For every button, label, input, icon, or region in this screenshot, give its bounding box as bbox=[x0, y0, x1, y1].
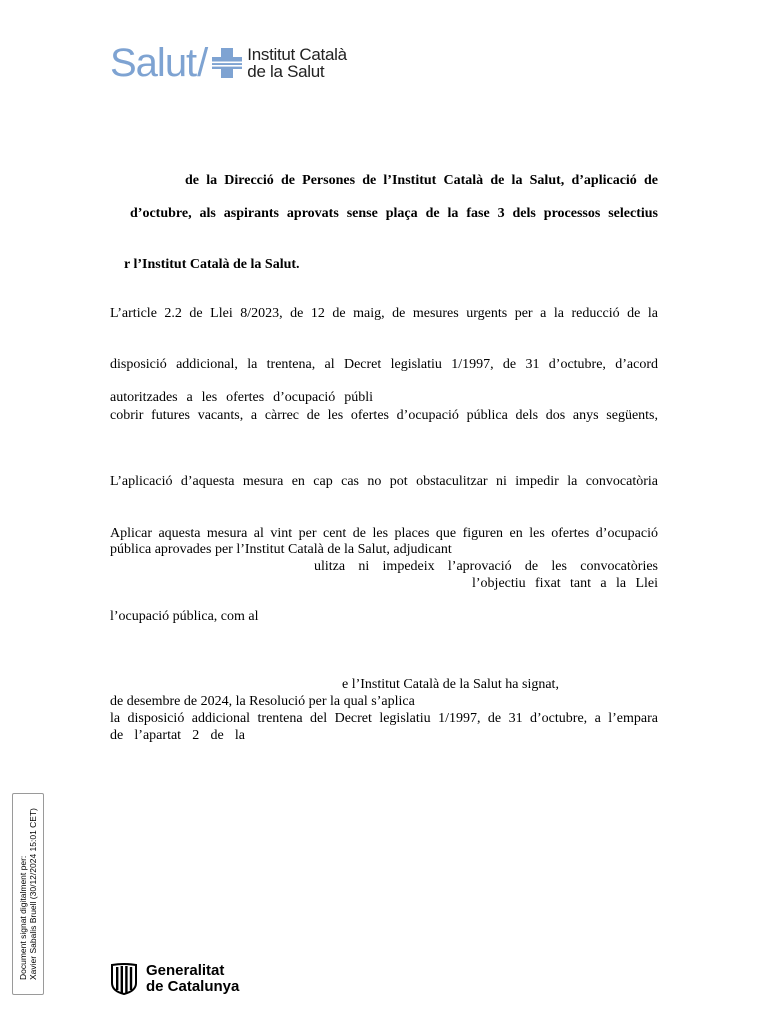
paragraph-5-line-1: l’ocupació pública, com al bbox=[110, 609, 259, 624]
signature-stamp-line-1: Document signat digitalment per: bbox=[18, 855, 28, 980]
salut-wordmark: Salut bbox=[110, 41, 197, 85]
paragraph-1-line-1: L’article 2.2 de Llei 8/2023, de 12 de maig, de mesures urgents per a la reducció de la bbox=[110, 306, 658, 321]
paragraph-2-line-3: cobrir futures vacants, a càrrec de les ofertes d’ocupació pública dels dos anys següents, bbox=[110, 408, 658, 423]
paragraph-3-line-1: L’aplicació d’aquesta mesura en cap cas no pot obstaculitzar ni impedir la convocatòria bbox=[110, 474, 658, 489]
paragraph-4-line-4: l’objectiu fixat tant a la Llei bbox=[472, 576, 658, 591]
paragraph-6-line-4: de l’apartat 2 de la bbox=[110, 728, 245, 743]
title-line-3: r l’Institut Català de la Salut. bbox=[124, 257, 300, 272]
health-cross-icon bbox=[210, 46, 244, 80]
paragraph-2-line-1: disposició addicional, la trentena, al Decret legislatiu 1/1997, de 31 d’octubre, d’acord bbox=[110, 357, 658, 372]
salut-slash: / bbox=[197, 41, 209, 85]
paragraph-6-line-2: de desembre de 2024, la Resolució per la qual s’aplica bbox=[110, 694, 415, 709]
institution-name-line2: de la Salut bbox=[247, 62, 325, 81]
paragraph-2-line-2: autoritzades a les ofertes d’ocupació públi bbox=[110, 390, 373, 405]
signature-stamp-text bbox=[18, 808, 38, 980]
signature-stamp-line-2: Xavier Sabalis Bruell (30/12/2024 15:01 CET) bbox=[28, 808, 38, 980]
salut-ics-logo bbox=[110, 40, 347, 86]
digital-signature-stamp bbox=[12, 793, 44, 995]
paragraph-6-line-3: la disposició addicional trentena del Decret legislatiu 1/1997, de 31 d’octubre, a l’empara bbox=[110, 711, 658, 726]
paragraph-4-line-1: Aplicar aquesta mesura al vint per cent de les places que figuren en les ofertes d’ocupació bbox=[110, 526, 658, 541]
paragraph-6-line-1: e l’Institut Català de la Salut ha signat, bbox=[342, 677, 559, 692]
generalitat-emblem-icon bbox=[110, 963, 138, 995]
institution-name bbox=[247, 46, 346, 80]
generalitat-name-line2: de Catalunya bbox=[146, 978, 240, 995]
generalitat-name-line1: Generalitat bbox=[146, 962, 225, 979]
paragraph-4-line-2: pública aprovades per l’Institut Català de la Salut, adjudicant bbox=[110, 542, 452, 557]
generalitat-logo bbox=[110, 963, 239, 995]
generalitat-name bbox=[146, 963, 239, 995]
title-line-2: d’octubre, als aspirants aprovats sense plaça de la fase 3 dels processos selectius bbox=[130, 206, 658, 221]
title-line-1: de la Direcció de Persones de l’Institut Català de la Salut, d’aplicació de bbox=[185, 173, 658, 188]
institution-name-line1: Institut Català bbox=[247, 45, 347, 64]
paragraph-4-line-3: ulitza ni impedeix l’aprovació de les convocatòries bbox=[314, 559, 658, 574]
